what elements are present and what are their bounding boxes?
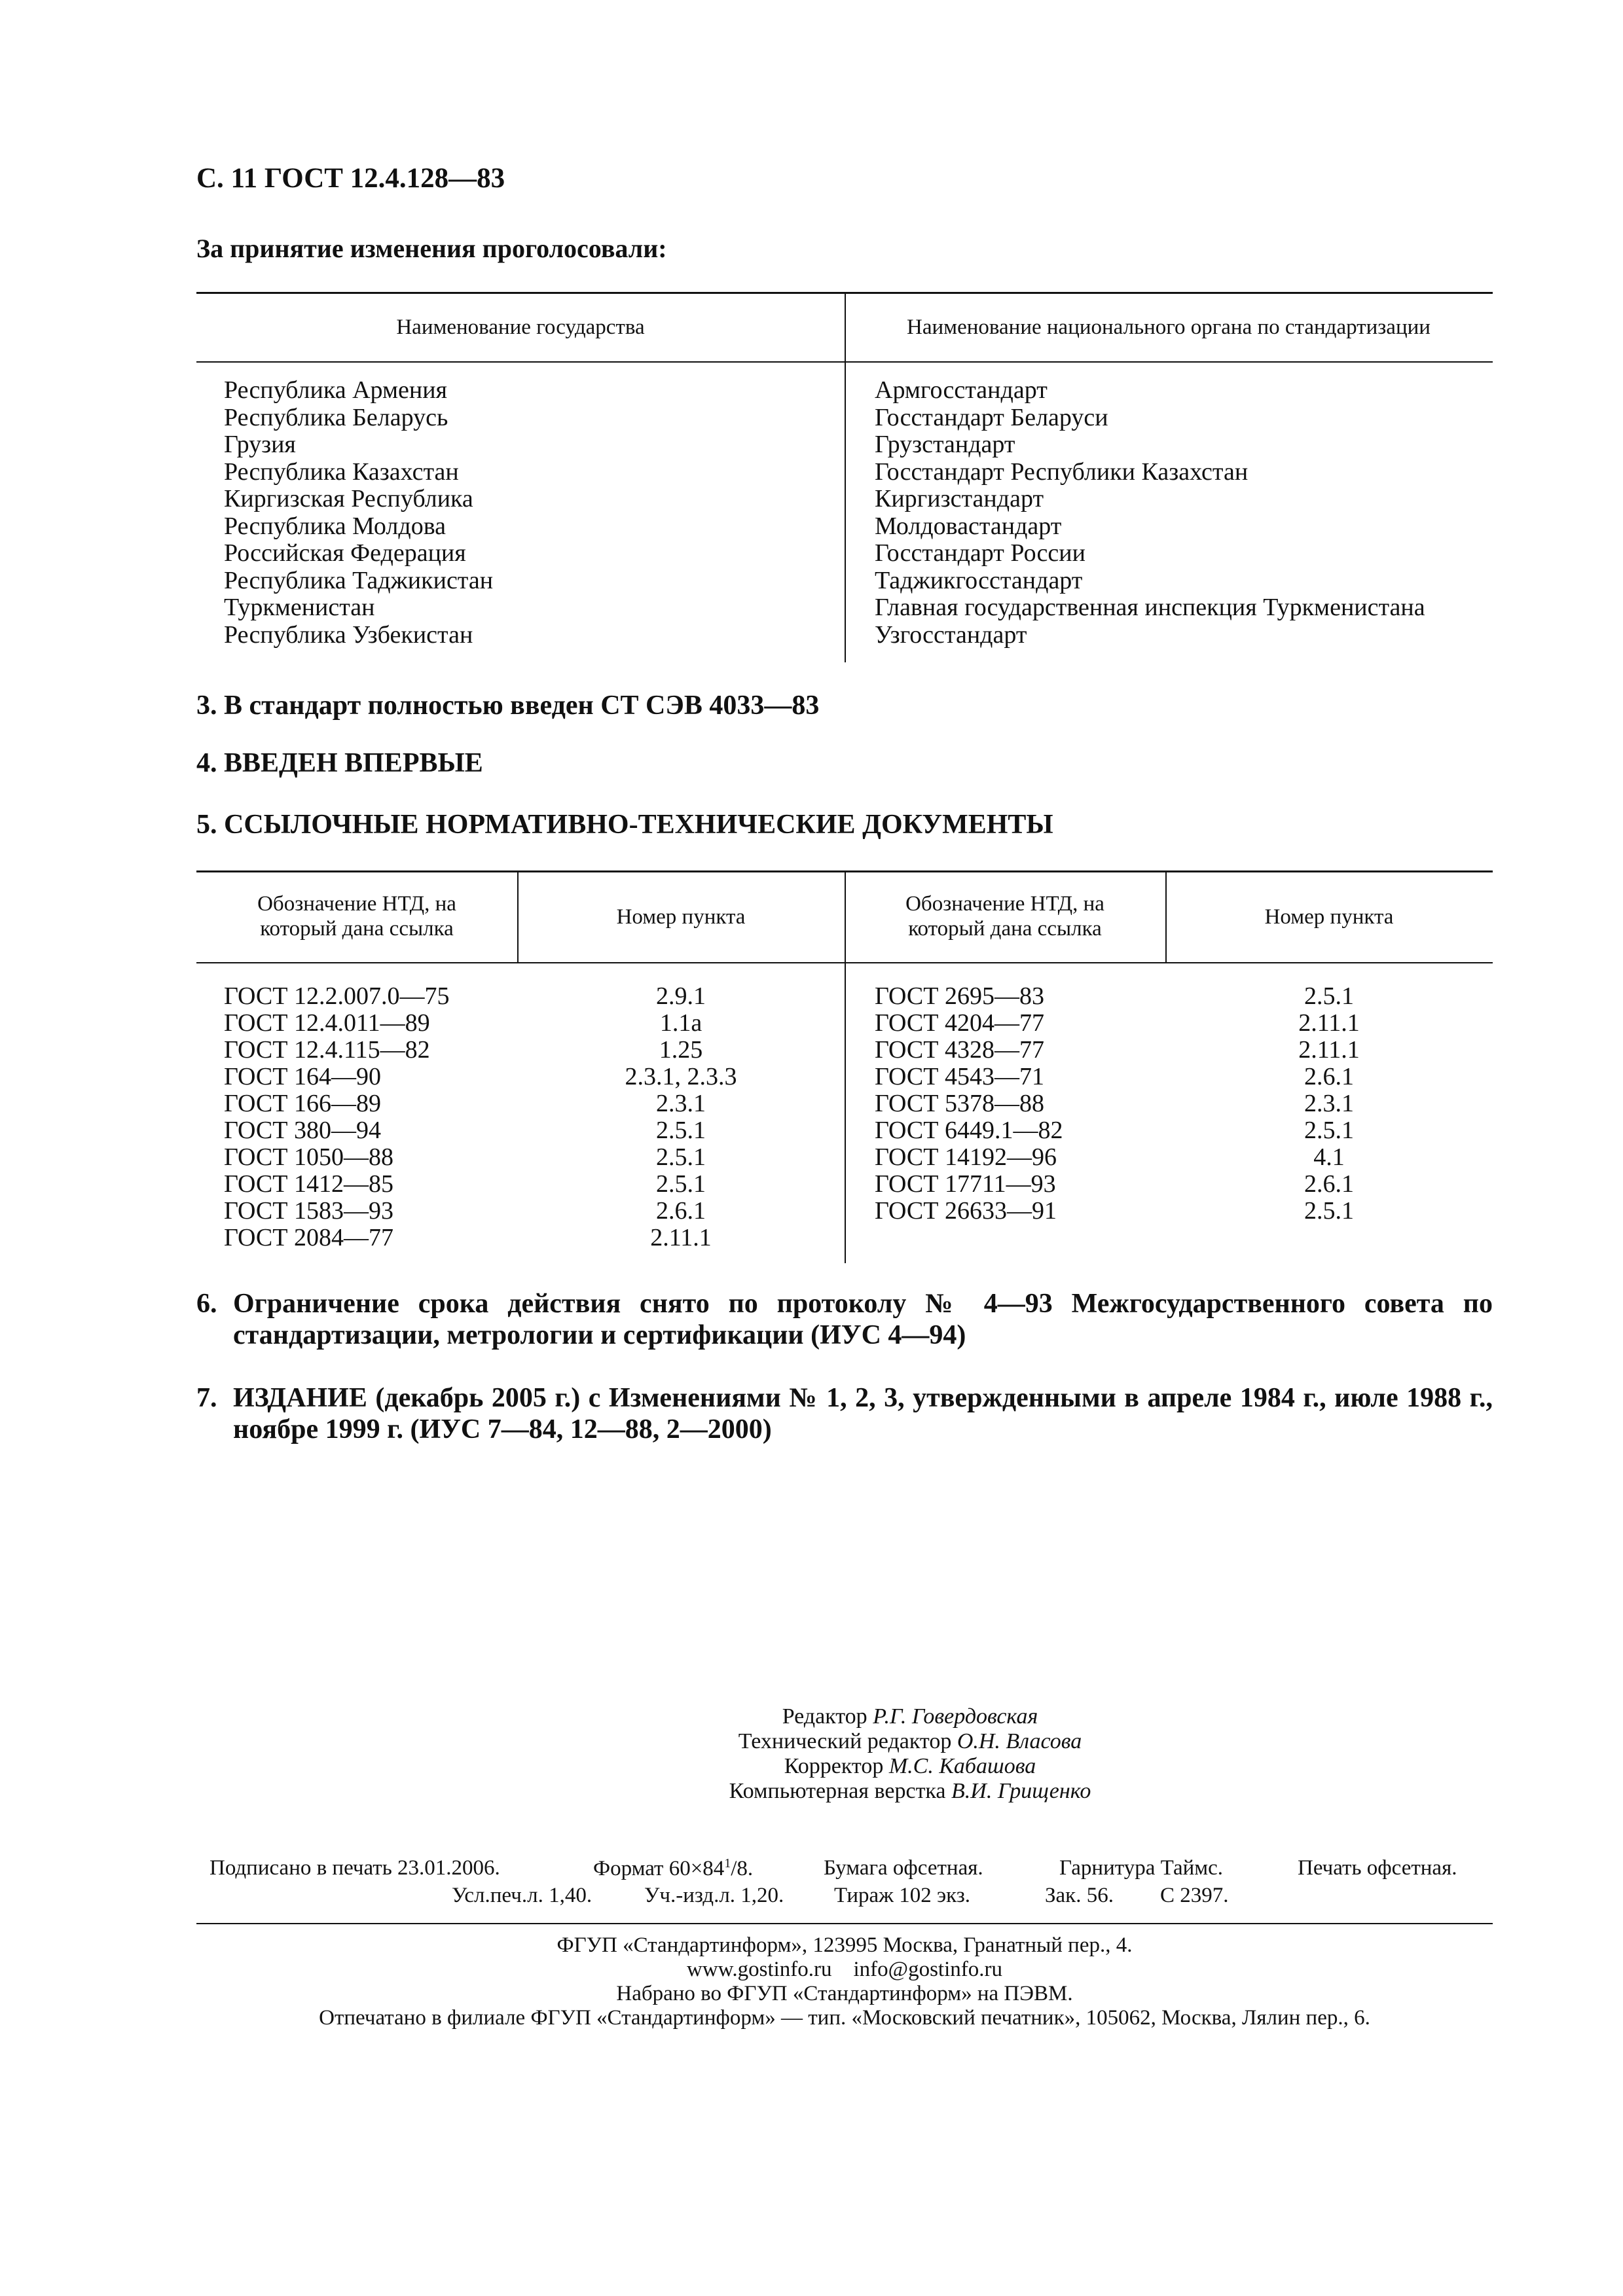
footer-printed: Отпечатано в филиале ФГУП «Стандартинформ» — тип. «Московский печатник», 105062, Москва, Лялин пер., 6.: [319, 2006, 1370, 2030]
standards-body-name: Армгосстандарт: [875, 376, 1048, 404]
column-header-body: Наименование национального органа по стандартизации: [907, 315, 1431, 339]
item-number: 2.9.1: [656, 982, 706, 1010]
item-number: 2.5.1: [656, 1143, 706, 1171]
page-header: С. 11 ГОСТ 12.4.128—83: [196, 163, 505, 194]
doc-designation: ГОСТ 1412—85: [224, 1170, 393, 1198]
doc-designation: ГОСТ 6449.1—82: [875, 1117, 1063, 1144]
state-name: Республика Беларусь: [224, 403, 448, 431]
doc-designation: ГОСТ 380—94: [224, 1117, 381, 1144]
item-number: 2.5.1: [656, 1170, 706, 1198]
doc-designation: ГОСТ 1050—88: [224, 1143, 393, 1171]
table-column-divider: [845, 363, 846, 662]
credit-editor: Редактор Р.Г. Говердовская: [782, 1704, 1038, 1729]
item-number: 2.3.1: [656, 1090, 706, 1117]
table-header-rule: [196, 962, 1493, 963]
item-number: 2.11.1: [1298, 1036, 1360, 1064]
state-name: Республика Таджикистан: [224, 566, 494, 594]
doc-designation: ГОСТ 4543—71: [875, 1063, 1044, 1090]
paragraph-7: 7. ИЗДАНИЕ (декабрь 2005 г.) с Изменениями № 1, 2, 3, утвержденными в апреле 1984 г., июле 1988 г., ноябре 1999 г. (ИУС 7—84, 12—88, 2—2000): [196, 1383, 1493, 1444]
doc-designation: ГОСТ 164—90: [224, 1063, 381, 1090]
item-number: 2.5.1: [656, 1117, 706, 1144]
standards-body-name: Грузстандарт: [875, 431, 1015, 458]
footer-contacts: www.gostinfo.ru info@gostinfo.ru: [687, 1958, 1002, 1981]
doc-designation: ГОСТ 12.4.115—82: [224, 1036, 430, 1064]
doc-designation: ГОСТ 2695—83: [875, 982, 1044, 1010]
column-header-state: Наименование государства: [396, 315, 645, 339]
footer-publisher: ФГУП «Стандартинформ», 123995 Москва, Гранатный пер., 4.: [556, 1933, 1133, 1957]
references-table: [196, 870, 1493, 1263]
section-3: 3. В стандарт полностью введен СТ СЭВ 4033—83: [196, 691, 820, 721]
item-number: 2.6.1: [1304, 1170, 1354, 1198]
state-name: Киргизская Республика: [224, 485, 473, 512]
state-name: Грузия: [224, 431, 296, 458]
format-info: Формат $60\times 84^1/8$.: [593, 1856, 754, 1880]
column-header-item-left: Номер пункта: [616, 905, 746, 929]
doc-designation: ГОСТ 1583—93: [224, 1197, 393, 1225]
credit-layout: Компьютерная верстка В.И. Грищенко: [729, 1779, 1091, 1803]
doc-designation: ГОСТ 12.2.007.0—75: [224, 982, 450, 1010]
right-docs-column: [875, 983, 1063, 1225]
doc-designation: ГОСТ 2084—77: [224, 1224, 393, 1251]
document-page: С. 11 ГОСТ 12.4.128—83 За принятие изменения проголосовали: Наименование государства Наименование национального органа по стандартизации Республика Армения Республика Беларусь Грузия Республика Казахстан Киргизская Республика Республика Молдова Российская Федерация Республика Таджикистан Туркменистан Республика Узбекистан Армгосстандарт Госстандарт Беларуси Грузстандарт Госстандарт Республики Казахстан Киргизстандарт Молдовастандарт Госстандарт России Таджикгосстандарт Главная государственная инспекция Туркменистана Узгосстандарт 3. В стандарт полностью введен СТ СЭВ 4033—83 4. ВВЕДЕН ВПЕРВЫЕ 5. ССЫЛОЧНЫЕ НОРМАТИВНО-ТЕХНИЧЕСКИЕ ДОКУМЕНТЫ Обозначение НТД, на который дана ссылка Номер пункта Обозначение НТД, на который дана ссылка Номер пункта ГОСТ 12.2.007.0—75 ГОСТ 12.4.011—89 ГОСТ 12.4.115—82 ГОСТ 164—90 ГОСТ 166—89 ГОСТ 380—94 ГОСТ 1050—88 ГОСТ 1412—85 ГОСТ 1583—93 ГОСТ 2084—77 2.9.1 1.1а 1.25 2.3.1, 2.3.3 2.3.1 2.5.1 2.5.1 2.5.1 2.6.1 2.11.1 ГОСТ 2695—83 ГОСТ 4204—77 ГОСТ 4328—77 ГОСТ 4543—71 ГОСТ 5378—88 ГОСТ 6449.1—82 ГОСТ 14192—96 ГОСТ 17711—93 ГОСТ 26633—91 2.5.1 2.11.1 2.11.1 2.6.1 2.3.1 2.5.1 4.1 2.6.1 2.5.1 6. Ограничение срока действия снято по протоколу № 4—93 Межгосударственного совета по стандартизации, метрологии и сертификации (ИУС 4—94) 7. ИЗДАНИЕ (декабрь 2005 г.) с Изменениями № 1, 2, 3, утвержденными в апреле 1984 г., июле 1988 г., ноябре 1999 г. (ИУС 7—84, 12—88, 2—2000) Редактор Р.Г. Говердовская Технический редактор О.Н. Власова Корректор М.С. Кабашова Компьютерная верстка В.И. Грищенко Подписано в печать 23.01.2006. Формат $60\times 84^1/8$. Бумага офсетная. Гарнитура Таймс. Печать офсетная. Усл.печ.л. 1,40. Уч.-изд.л. 1,20. Тираж 102 экз. Зак. 56. С 2397. ФГУП «Стандартинформ», 123995 Москва, Гранатный пер., 4. www.gostinfo.ru info@gostinfo.ru Набрано во ФГУП «Стандартинформ» на ПЭВМ. Отпечатано в филиале ФГУП «Стандартинформ» — тип. «Московский печатник», 105062, Москва, Лялин пер., 6.: [196, 163, 1493, 2030]
left-items-column: [517, 983, 845, 1251]
standards-body-name: Госстандарт Беларуси: [875, 403, 1108, 431]
section-4: 4. ВВЕДЕН ВПЕРВЫЕ: [196, 748, 483, 778]
standards-body-name: Молдовастандарт: [875, 512, 1062, 540]
states-list: [224, 377, 493, 649]
voting-title: За принятие изменения проголосовали:: [196, 234, 667, 263]
state-name: Российская Федерация: [224, 539, 466, 567]
standards-bodies-list: [875, 377, 1425, 649]
item-number: 2.5.1: [1304, 1197, 1354, 1225]
left-docs-column: [224, 983, 450, 1251]
item-number: 2.3.1, 2.3.3: [625, 1063, 737, 1090]
credits-block: [196, 1704, 1493, 1804]
item-number: 2.11.1: [650, 1224, 712, 1251]
section-5: 5. ССЫЛОЧНЫЕ НОРМАТИВНО-ТЕХНИЧЕСКИЕ ДОКУМЕНТЫ: [196, 810, 1053, 840]
item-number: 2.5.1: [1304, 982, 1354, 1010]
credit-corrector: Корректор М.С. Кабашова: [784, 1754, 1036, 1778]
state-name: Республика Узбекистан: [224, 620, 473, 649]
column-header-doc-left: Обозначение НТД, на который дана ссылка: [257, 892, 456, 941]
credit-tech-editor: Технический редактор О.Н. Власова: [738, 1729, 1082, 1753]
doc-designation: ГОСТ 4328—77: [875, 1036, 1044, 1064]
state-name: Республика Казахстан: [224, 457, 459, 486]
paragraph-6: 6. Ограничение срока действия снято по протоколу № 4—93 Межгосударственного совета по стандартизации, метрологии и сертификации (ИУС 4—94): [196, 1289, 1493, 1350]
doc-designation: ГОСТ 14192—96: [875, 1143, 1057, 1171]
standards-body-name: Киргизстандарт: [875, 485, 1044, 512]
footer-typeset: Набрано во ФГУП «Стандартинформ» на ПЭВМ.: [616, 1982, 1073, 2005]
column-header-item-right: Номер пункта: [1264, 905, 1394, 929]
doc-designation: ГОСТ 5378—88: [875, 1090, 1044, 1117]
voting-table: [196, 292, 1493, 662]
doc-designation: ГОСТ 17711—93: [875, 1170, 1056, 1198]
standards-body-name: Госстандарт Республики Казахстан: [875, 457, 1249, 486]
standards-body-name: Узгосстандарт: [875, 620, 1027, 649]
state-name: Республика Молдова: [224, 512, 447, 540]
item-number: 2.6.1: [656, 1197, 706, 1225]
state-name: Туркменистан: [224, 594, 375, 621]
doc-designation: ГОСТ 26633—91: [875, 1197, 1057, 1225]
item-number: 2.5.1: [1304, 1117, 1354, 1144]
state-name: Республика Армения: [224, 376, 448, 404]
item-number: 2.6.1: [1304, 1063, 1354, 1090]
item-number: 1.1а: [659, 1009, 702, 1037]
doc-designation: ГОСТ 4204—77: [875, 1009, 1044, 1037]
item-number: 1.25: [659, 1036, 703, 1064]
item-number: 2.3.1: [1304, 1090, 1354, 1117]
standards-body-name: Госстандарт России: [875, 539, 1085, 567]
column-header-doc-right: Обозначение НТД, на который дана ссылка: [905, 892, 1104, 941]
item-number: 2.11.1: [1298, 1009, 1360, 1037]
doc-designation: ГОСТ 166—89: [224, 1090, 381, 1117]
footer-rule: [196, 1923, 1493, 1924]
standards-body-name: Таджикгосстандарт: [875, 566, 1083, 594]
item-number: 4.1: [1313, 1143, 1345, 1171]
right-items-column: [1165, 983, 1493, 1225]
footer-block: [196, 1933, 1493, 2030]
doc-designation: ГОСТ 12.4.011—89: [224, 1009, 430, 1037]
standards-body-name: Главная государственная инспекция Туркменистана: [875, 594, 1425, 621]
